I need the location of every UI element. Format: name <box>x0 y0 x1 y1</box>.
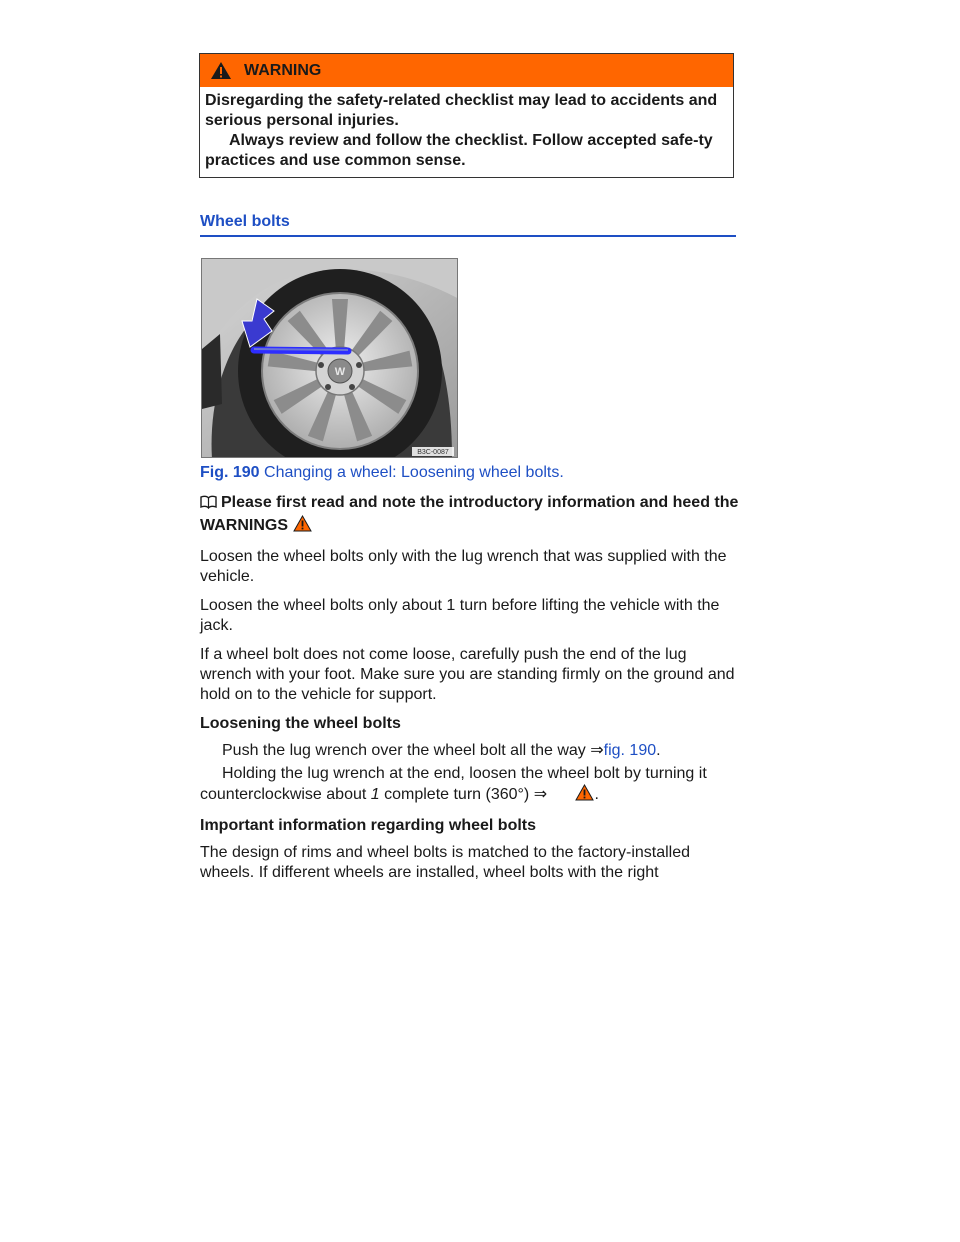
paragraph-1: Loosen the wheel bolts only with the lug wrench that was supplied with the vehicle. <box>200 548 727 585</box>
step-1 <box>200 741 740 761</box>
warning-body <box>200 87 733 177</box>
section-title: Wheel bolts <box>200 213 736 237</box>
warning-text-1: Disregarding the safety-related checklist may lead to accidents and serious personal injuries. <box>205 92 718 129</box>
warning-text-2: Always review and follow the checklist. Follow accepted safe-ty practices and use common sense. <box>205 132 713 169</box>
step-2-num: 1 <box>370 786 380 803</box>
book-icon <box>200 495 217 515</box>
figure-caption-text: Changing a wheel: Loosening wheel bolts. <box>264 464 564 481</box>
warning-title: WARNING <box>244 61 322 79</box>
intro-note <box>200 493 740 538</box>
paragraph-3: If a wheel bolt does not come loose, carefully push the end of the lug wrench with your foot. Make sure you are standing firmly on the ground and hold on to the vehicle for support. <box>200 646 735 703</box>
content <box>200 493 740 892</box>
paragraph-2: Loosen the wheel bolts only about 1 turn before lifting the vehicle with the jack. <box>200 597 720 634</box>
step-1-end: . <box>656 742 661 759</box>
svg-text:W: W <box>334 366 346 378</box>
figure-wheel-image <box>201 258 458 458</box>
figure-code: B3C-0087 <box>417 449 449 456</box>
warning-box <box>199 53 734 178</box>
step-2-end: . <box>594 786 599 803</box>
figure-caption-number: Fig. 190 <box>200 464 260 481</box>
important-heading: Important information regarding wheel bolts <box>200 817 537 834</box>
loosening-heading: Loosening the wheel bolts <box>200 715 401 732</box>
step-1-text: Push the lug wrench over the wheel bolt all the way ⇒ <box>222 742 604 759</box>
important-text: The design of rims and wheel bolts is matched to the factory-installed wheels. If different wheels are installed, wheel bolts with the right <box>200 844 691 881</box>
warning-header <box>200 54 733 87</box>
warning-triangle-icon[interactable] <box>553 784 594 807</box>
warning-triangle-icon[interactable] <box>293 515 312 538</box>
intro-text: Please first read and note the introductory information and heed the WARNINGS <box>200 494 739 534</box>
fig-link[interactable]: fig. 190 <box>603 742 657 759</box>
step-2-text-b: complete turn (360°) ⇒ <box>379 786 552 803</box>
warning-triangle-icon <box>210 61 232 80</box>
step-2-text-a: Holding the lug wrench at the end, loosen the wheel bolt by turning it counterclockwise about <box>200 765 707 803</box>
figure-caption <box>200 464 564 482</box>
step-2 <box>200 764 740 807</box>
